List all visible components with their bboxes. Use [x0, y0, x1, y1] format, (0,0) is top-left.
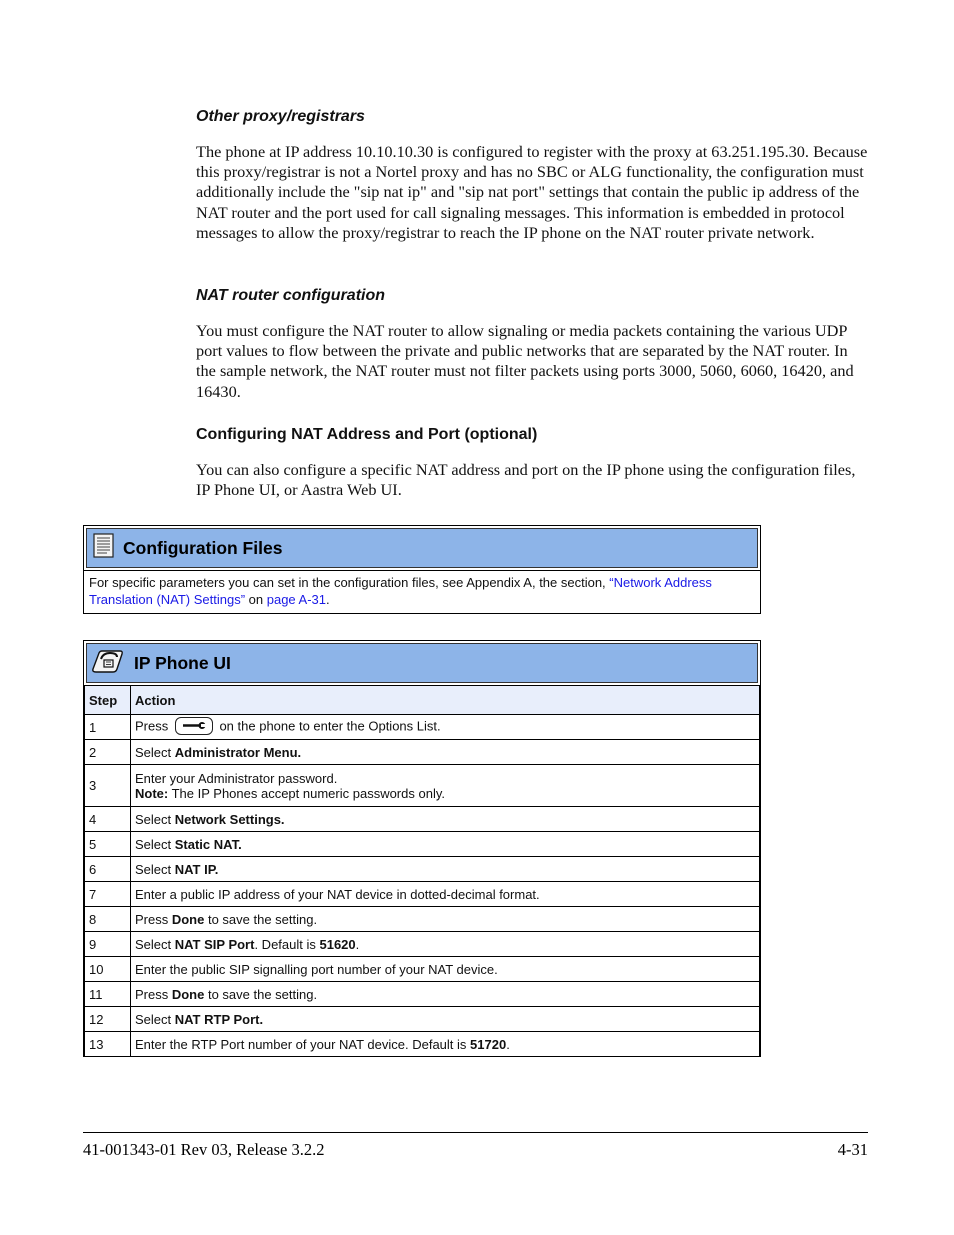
page-number: 4-31 [837, 1140, 868, 1159]
options-key-icon [175, 717, 213, 735]
phone-icon [90, 647, 126, 680]
step-number: 8 [85, 907, 131, 932]
action-text: Press [135, 718, 172, 734]
table-row [85, 740, 760, 765]
step-action [131, 765, 760, 807]
step-action [131, 715, 760, 740]
step-number: 11 [85, 982, 131, 1007]
note-label: Note: [135, 785, 169, 801]
step-action [131, 857, 760, 882]
table-row [85, 907, 760, 932]
action-text: Enter a public IP address of your NAT device in dotted-decimal format. [135, 886, 540, 902]
table-row [85, 932, 760, 957]
step-action [131, 982, 760, 1007]
config-files-body [84, 570, 760, 613]
action-text: Select [135, 836, 175, 852]
nat-settings-link[interactable]: “Network Address Translation (NAT) Settings” [89, 575, 712, 607]
page-footer [83, 1132, 868, 1159]
step-number: 7 [85, 882, 131, 907]
step-number: 4 [85, 807, 131, 832]
section-heading: NAT router configuration [196, 287, 386, 304]
table-row [85, 882, 760, 907]
table-row [85, 1032, 760, 1057]
step-number: 3 [85, 765, 131, 807]
config-files-box [83, 525, 761, 614]
action-text: Select [135, 1011, 175, 1027]
table-row [85, 857, 760, 882]
action-bold: NAT SIP Port [174, 936, 255, 952]
section-heading: Other proxy/registrars [196, 108, 365, 125]
step-column-header: Step [85, 686, 131, 715]
step-action [131, 832, 760, 857]
table-row [85, 982, 760, 1007]
page-a31-link[interactable]: page A-31 [266, 592, 327, 607]
action-column-header: Action [131, 686, 760, 715]
action-bold: 51720 [470, 1036, 507, 1052]
step-action [131, 807, 760, 832]
action-bold: Static NAT. [174, 836, 242, 852]
ip-phone-ui-box [83, 640, 761, 1057]
action-text: . Default is [254, 936, 320, 952]
step-action [131, 1032, 760, 1057]
ip-phone-ui-title: IP Phone UI [134, 652, 231, 673]
section-other-proxy [196, 108, 868, 243]
document-id: 41-001343-01 Rev 03, Release 3.2.2 [83, 1140, 325, 1159]
body-text: For specific parameters you can set in the configuration files, see Appendix A, the section, [89, 575, 610, 590]
table-row [85, 832, 760, 857]
action-text: Press [135, 911, 172, 927]
section-nat-router [196, 287, 868, 402]
step-action [131, 957, 760, 982]
action-bold: Done [171, 986, 205, 1002]
table-row [85, 1007, 760, 1032]
step-number: 10 [85, 957, 131, 982]
body-text: . [326, 592, 330, 607]
section-paragraph: You must configure the NAT router to allow signaling or media packets containing the various UDP port values to flow between the private and public networks that are separated by the NAT router. In the sample network, the NAT router must not filter packets using ports 3000, 5060, 6060, 16420, and 16430. [196, 321, 854, 401]
section-paragraph: You can also configure a specific NAT address and port on the IP phone using the configuration files, IP Phone UI, or Aastra Web UI. [196, 460, 856, 500]
action-text: Select [135, 811, 175, 827]
config-files-header [86, 528, 758, 568]
step-number: 1 [85, 715, 131, 740]
action-text: . [506, 1036, 510, 1052]
step-number: 12 [85, 1007, 131, 1032]
action-text: Select [135, 744, 175, 760]
action-text: Select [135, 936, 175, 952]
document-icon [93, 533, 115, 564]
section-paragraph: The phone at IP address 10.10.10.30 is configured to register with the proxy at 63.251.195.30. Because this proxy/registrar is not a Nortel proxy and has no SBC or ALG functionality, the configuration must additionally include the "sip nat ip" and "sip nat port" settings that contain the public ip address of the NAT router and the port used for call signaling messages. This information is embedded in protocol messages to allow the proxy/registrar to reach the IP phone on the NAT router private network. [196, 142, 868, 242]
action-text: Select [135, 861, 175, 877]
step-number: 5 [85, 832, 131, 857]
config-files-title: Configuration Files [123, 537, 283, 558]
step-number: 6 [85, 857, 131, 882]
action-bold: NAT RTP Port. [174, 1011, 264, 1027]
ip-phone-ui-header [86, 643, 758, 683]
action-text: on the phone to enter the Options List. [215, 718, 441, 734]
action-text: to save the setting. [204, 911, 318, 927]
step-action [131, 740, 760, 765]
table-row [85, 715, 760, 740]
action-text: Enter the public SIP signalling port number of your NAT device. [135, 961, 498, 977]
action-bold: 51620 [319, 936, 356, 952]
step-number: 9 [85, 932, 131, 957]
note-text: The IP Phones accept numeric passwords only. [168, 785, 445, 801]
steps-table [84, 685, 760, 1057]
table-row [85, 957, 760, 982]
table-row [85, 765, 760, 807]
step-number: 2 [85, 740, 131, 765]
step-action [131, 882, 760, 907]
action-bold: NAT IP. [174, 861, 219, 877]
step-number: 13 [85, 1032, 131, 1057]
action-bold: Done [171, 911, 205, 927]
action-bold: Administrator Menu. [174, 744, 302, 760]
action-text: Enter your Administrator password. [135, 770, 338, 786]
section-heading: Configuring NAT Address and Port (optional) [196, 426, 538, 443]
action-text: to save the setting. [204, 986, 318, 1002]
action-text: Press [135, 986, 172, 1002]
action-text: . [355, 936, 360, 952]
step-action [131, 907, 760, 932]
table-row [85, 807, 760, 832]
section-configuring-nat [196, 426, 868, 500]
action-bold: Network Settings. [174, 811, 285, 827]
body-text: on [245, 592, 267, 607]
action-text: Enter the RTP Port number of your NAT device. Default is [135, 1036, 471, 1052]
step-action [131, 932, 760, 957]
step-action [131, 1007, 760, 1032]
